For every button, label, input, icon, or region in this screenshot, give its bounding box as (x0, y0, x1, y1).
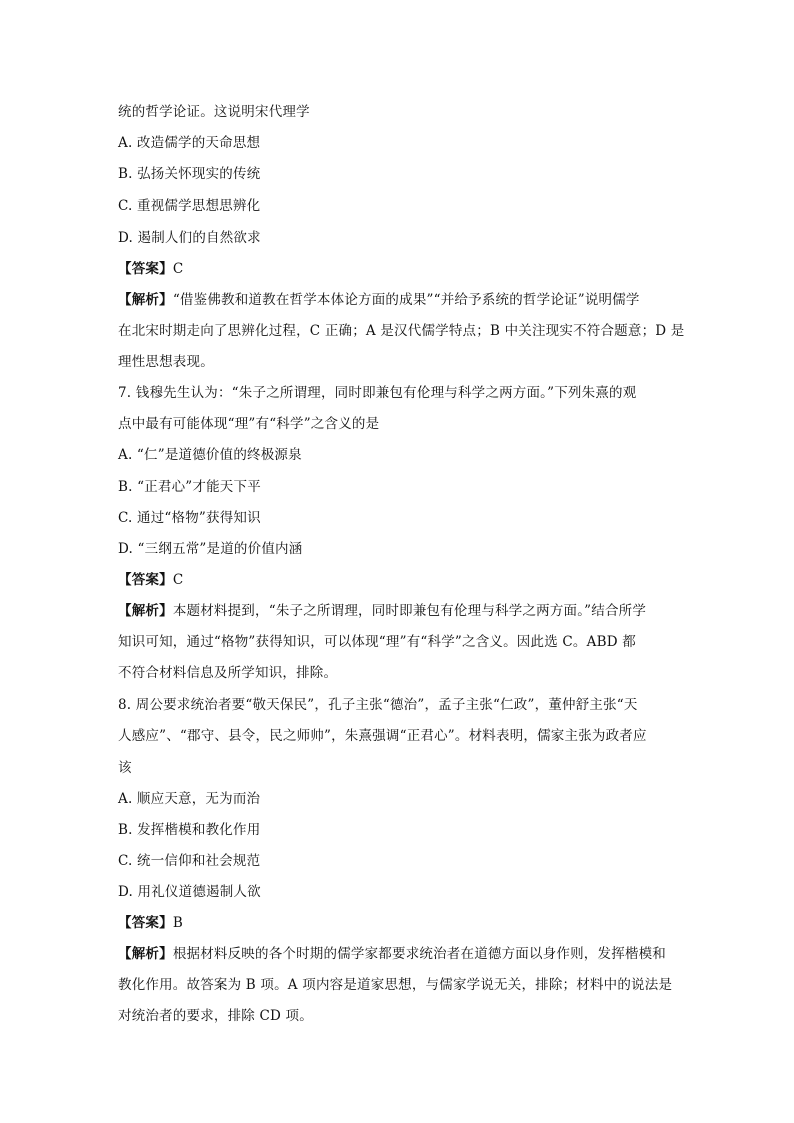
answer-value: C (172, 261, 184, 277)
question6-option-b: B. 弘扬关怀现实的传统 (118, 166, 261, 182)
question6-option-c: C. 重视儒学思想思辨化 (118, 198, 261, 214)
answer-value: C (172, 572, 184, 588)
question8-option-a: A. 顺应天意，无为而治 (118, 791, 261, 807)
question6-stem-tail: 统的哲学论证。这说明宋代理学 (118, 104, 310, 120)
question7-analysis-line-1 (118, 601, 646, 621)
question8-option-d: D. 用礼仪道德遏制人欲 (118, 884, 261, 900)
question8-stem-line-3: 该 (118, 760, 132, 776)
question8-analysis-line-3: 对统治者的要求，排除 CD 项。 (118, 1008, 313, 1024)
question6-analysis-line-3: 理性思想表现。 (118, 354, 214, 370)
question7-analysis-line-3: 不符合材料信息及所学知识，排除。 (118, 665, 338, 681)
question6-option-d: D. 遏制人们的自然欲求 (118, 230, 261, 246)
question8-stem-line-1: 8. 周公要求统治者要“敬天保民”，孔子主张“德治”，孟子主张“仁政”，董仲舒主张“天 (118, 697, 638, 713)
question8-analysis-line-2: 教化作用。故答案为 B 项。A 项内容是道家思想，与儒家学说无关，排除；材料中的说法是 (118, 977, 673, 993)
question8-stem-line-2: 人感应”、“郡守、县令，民之师帅”，朱熹强调“正君心”。材料表明，儒家主张为政者应 (118, 728, 647, 744)
question8-analysis-line-1 (118, 944, 666, 964)
question7-analysis-line-2: 知识可知，通过“格物”获得知识，可以体现“理”有“科学”之含义。因此选 C。ABD 都 (118, 634, 636, 650)
analysis-text: “借鉴佛教和道教在哲学本体论方面的成果”“并给予系统的哲学论证”说明儒学 (172, 292, 640, 308)
analysis-label: 【解析】 (118, 946, 173, 962)
question7-option-a: A. “仁”是道德价值的终极源泉 (118, 447, 302, 463)
analysis-text: 根据材料反映的各个时期的儒学家都要求统治者在道德方面以身作则，发挥楷模和 (172, 946, 667, 962)
question6-analysis-line-2: 在北宋时期走向了思辨化过程，C 正确；A 是汉代儒学特点；B 中关注现实不符合题意；D 是 (118, 323, 685, 339)
question8-option-c: C. 统一信仰和社会规范 (118, 853, 261, 869)
question6-analysis-line-1 (118, 290, 640, 310)
question7-answer (118, 570, 183, 590)
answer-label: 【答案】 (118, 572, 173, 588)
answer-label: 【答案】 (118, 261, 173, 277)
answer-value: B (172, 915, 183, 931)
question7-option-c: C. 通过“格物”获得知识 (118, 510, 261, 526)
question8-option-b: B. 发挥楷模和教化作用 (118, 822, 261, 838)
question7-option-d: D. “三纲五常”是道的价值内涵 (118, 541, 303, 557)
question7-option-b: B. “正君心”才能天下平 (118, 479, 261, 495)
analysis-label: 【解析】 (118, 603, 173, 619)
analysis-text: 本题材料提到，“朱子之所谓理，同时即兼包有伦理与科学之两方面。”结合所学 (172, 603, 647, 619)
answer-label: 【答案】 (118, 915, 173, 931)
question6-answer (118, 259, 183, 279)
analysis-label: 【解析】 (118, 292, 173, 308)
question8-answer (118, 913, 183, 933)
question7-stem-line-1: 7. 钱穆先生认为：“朱子之所谓理，同时即兼包有伦理与科学之两方面。”下列朱熹的观 (118, 385, 637, 401)
question7-stem-line-2: 点中最有可能体现“理”有“科学”之含义的是 (118, 416, 380, 432)
question6-option-a: A. 改造儒学的天命思想 (118, 135, 261, 151)
